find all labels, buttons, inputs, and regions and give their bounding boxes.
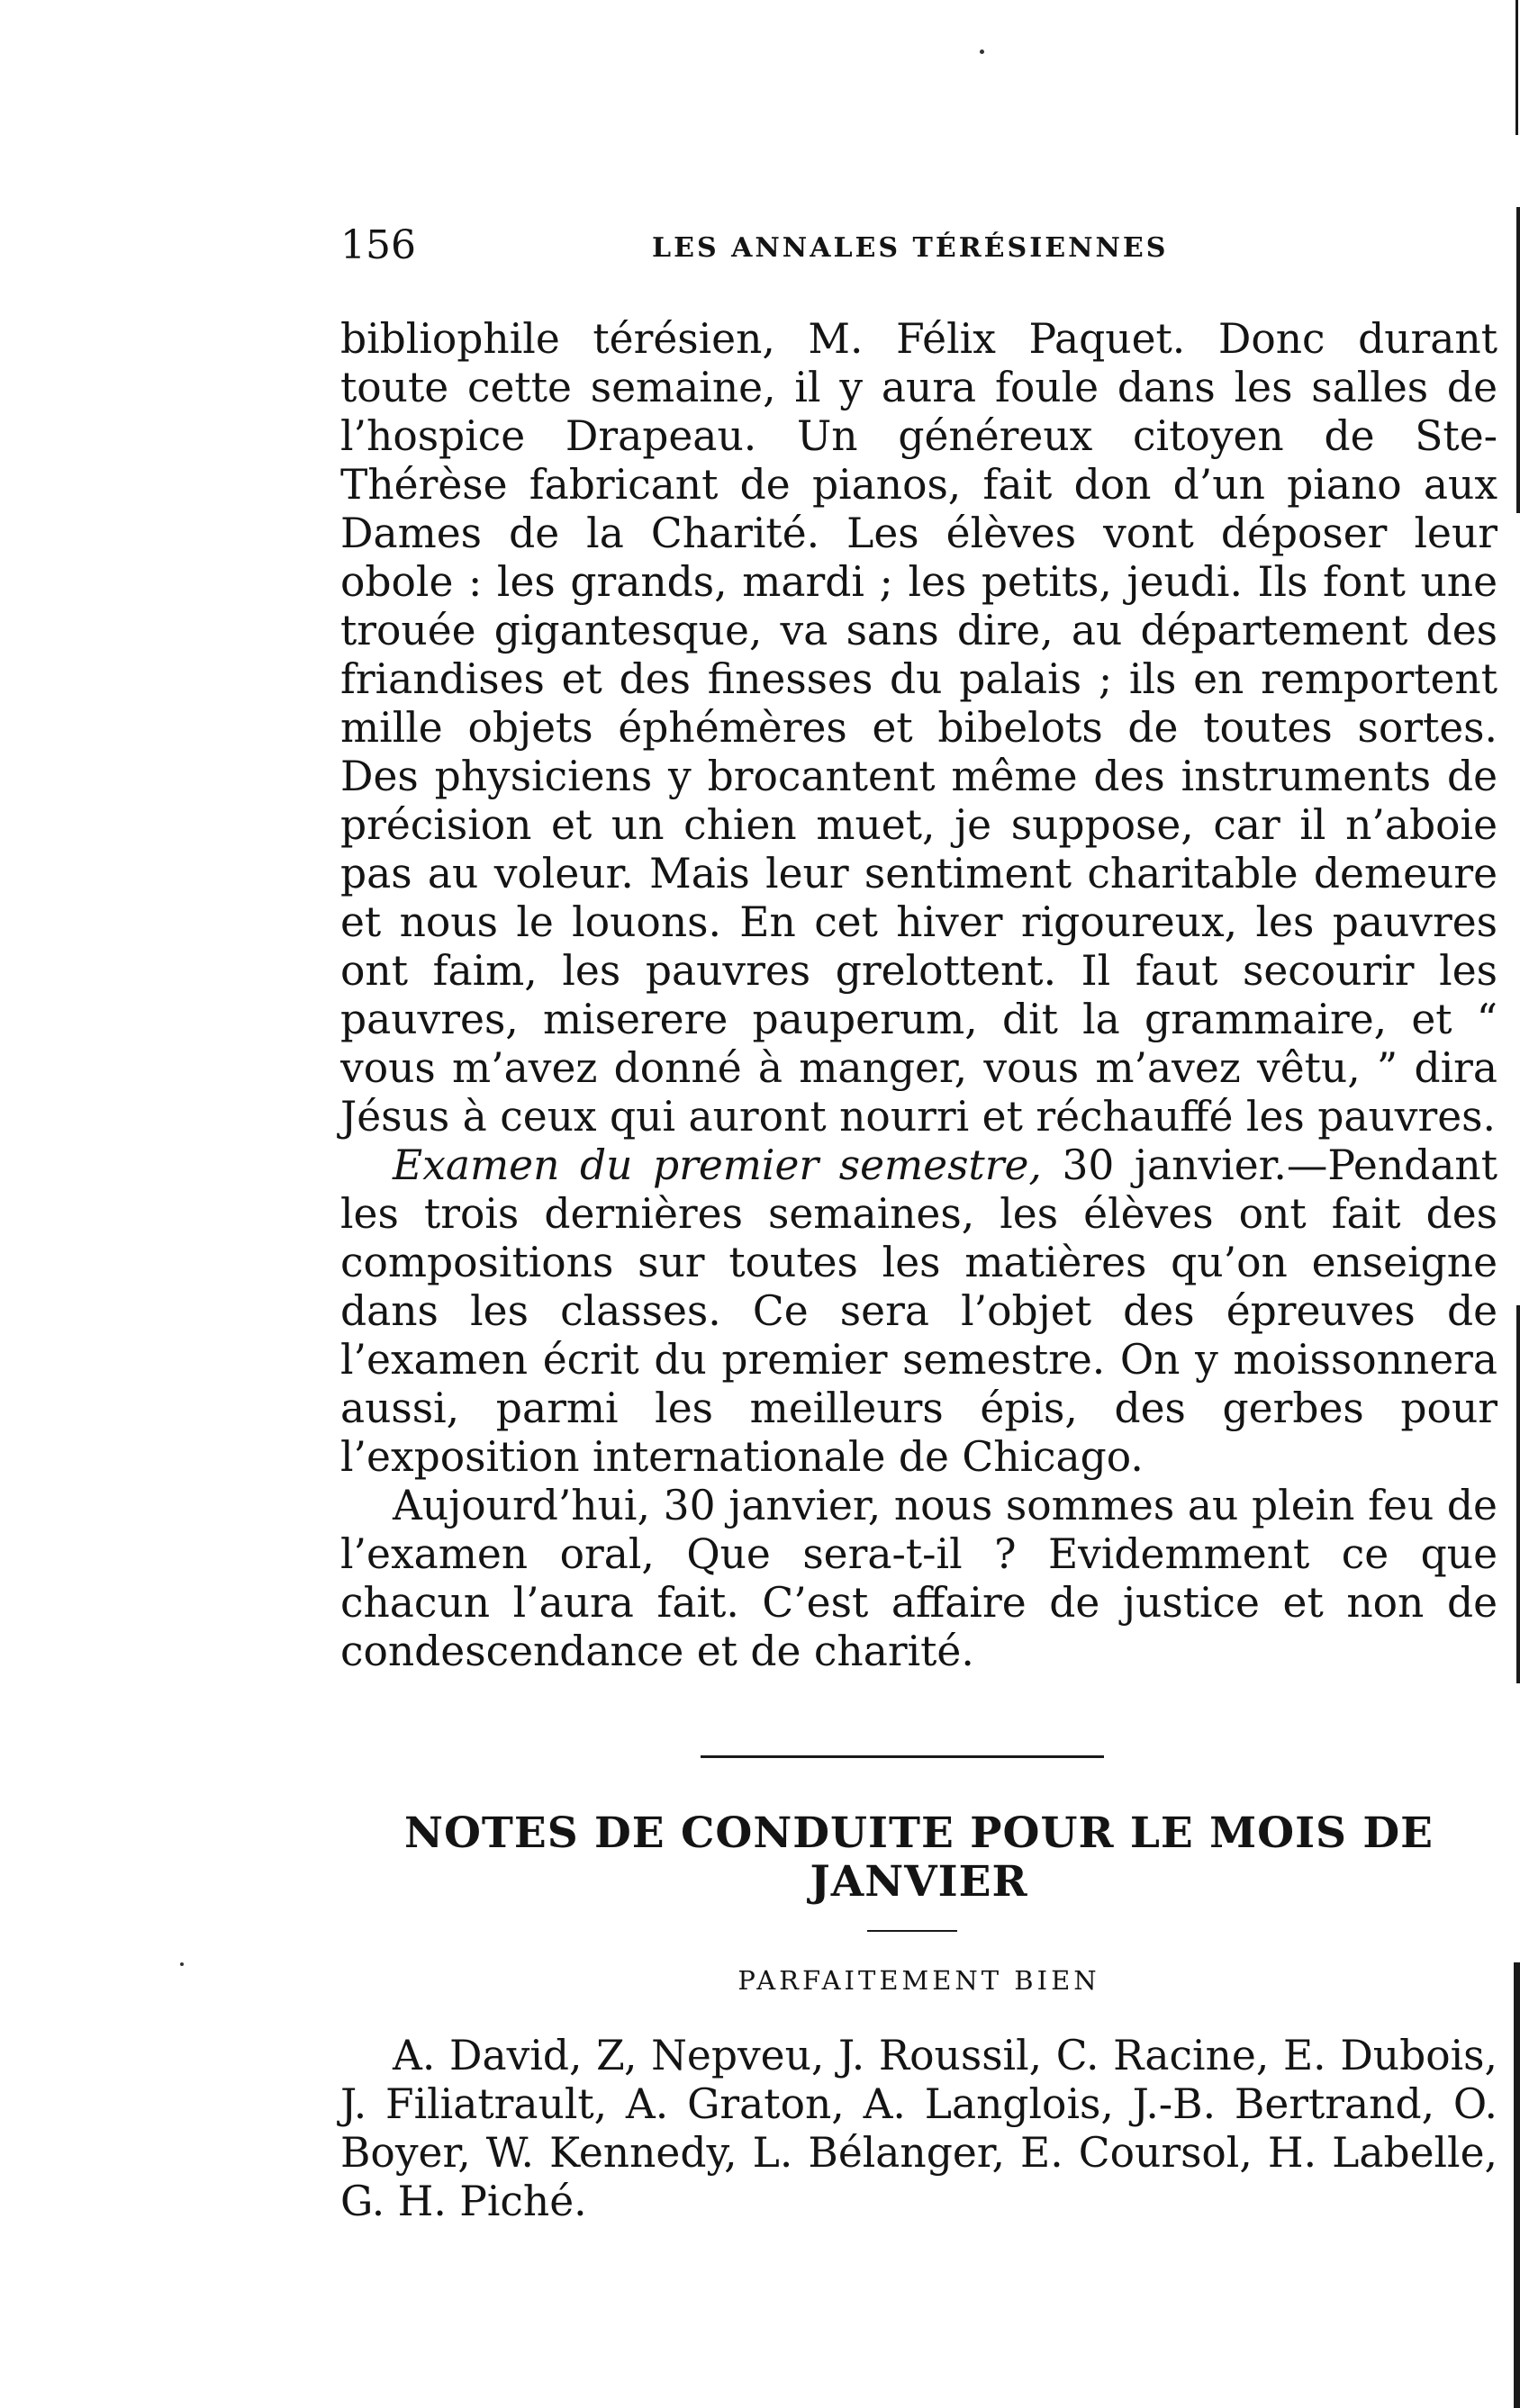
section-divider [701, 1755, 1104, 1758]
page-edge-shadow [1515, 0, 1518, 135]
running-title: LES ANNALES TÉRÉSIENNES [652, 232, 1169, 264]
paragraph-heading: Examen du premier semestre, [393, 1141, 1042, 1189]
section-title: NOTES DE CONDUITE POUR LE MOIS DE JANVIER [404, 1808, 1434, 1907]
names-list: A. David, Z, Nepveu, J. Roussil, C. Racine, E. Dubois, J. Filiatrault, A. Graton, A. Langlois, J.-B. Bertrand, O. Boyer, W. Kennedy, L. Bélanger, E. Coursol, H. Labelle, G. H. Piché. [340, 2032, 1497, 2225]
paragraph-text: 30 janvier.—Pendant les trois dernières semaines, les élèves ont fait des compositions sur toutes les matières qu’on enseigne dans les classes. Ce sera l’objet des épreuves de l’examen écrit du premier semestre. On y moissonnera aussi, parmi les meilleurs épis, des gerbes pour l’exposition internationale de Chicago. [340, 1141, 1497, 1481]
page-edge-shadow [1514, 1962, 1520, 2408]
speck [980, 50, 984, 54]
section-subheading: PARFAITEMENT BIEN [737, 1965, 1100, 1996]
body-text [340, 315, 1497, 1676]
page-edge-shadow [1516, 1305, 1520, 1683]
paragraph: Aujourd’hui, 30 janvier, nous sommes au plein feu de l’examen oral, Que sera-t-il ? Evidemment ce que chacun l’aura fait. C’est affaire de justice et non de condescendance et de charité. [340, 1482, 1497, 1675]
page-edge-shadow [1516, 207, 1520, 513]
paragraph [340, 1141, 1497, 1482]
speck [180, 1962, 184, 1966]
paragraph: bibliophile térésien, M. Félix Paquet. Donc durant toute cette semaine, il y aura foule dans les salles de l’hospice Drapeau. Un généreux citoyen de Ste-Thérèse fabricant de pianos, fait don d’un piano aux Dames de la Charité. Les élèves vont déposer leur obole : les grands, mardi ; les petits, jeudi. Ils font une trouée gigantesque, va sans dire, au département des friandises et des finesses du palais ; ils en remportent mille objets éphémères et bibelots de toutes sortes. Des physiciens y brocantent même des instruments de précision et un chien muet, je suppose, car il n’aboie pas au voleur. Mais leur sentiment charitable demeure et nous le louons. En cet hiver rigoureux, les pauvres ont faim, les pauvres grelottent. Il faut secourir les pauvres, miserere pauperum, dit la grammaire, et “ vous m’avez donné à manger, vous m’avez vêtu, ” dira Jésus à ceux qui auront nourri et réchauffé les pauvres. [340, 315, 1497, 1141]
title-underline [867, 1930, 957, 1932]
page-number: 156 [340, 222, 416, 268]
page-header [340, 219, 1191, 273]
